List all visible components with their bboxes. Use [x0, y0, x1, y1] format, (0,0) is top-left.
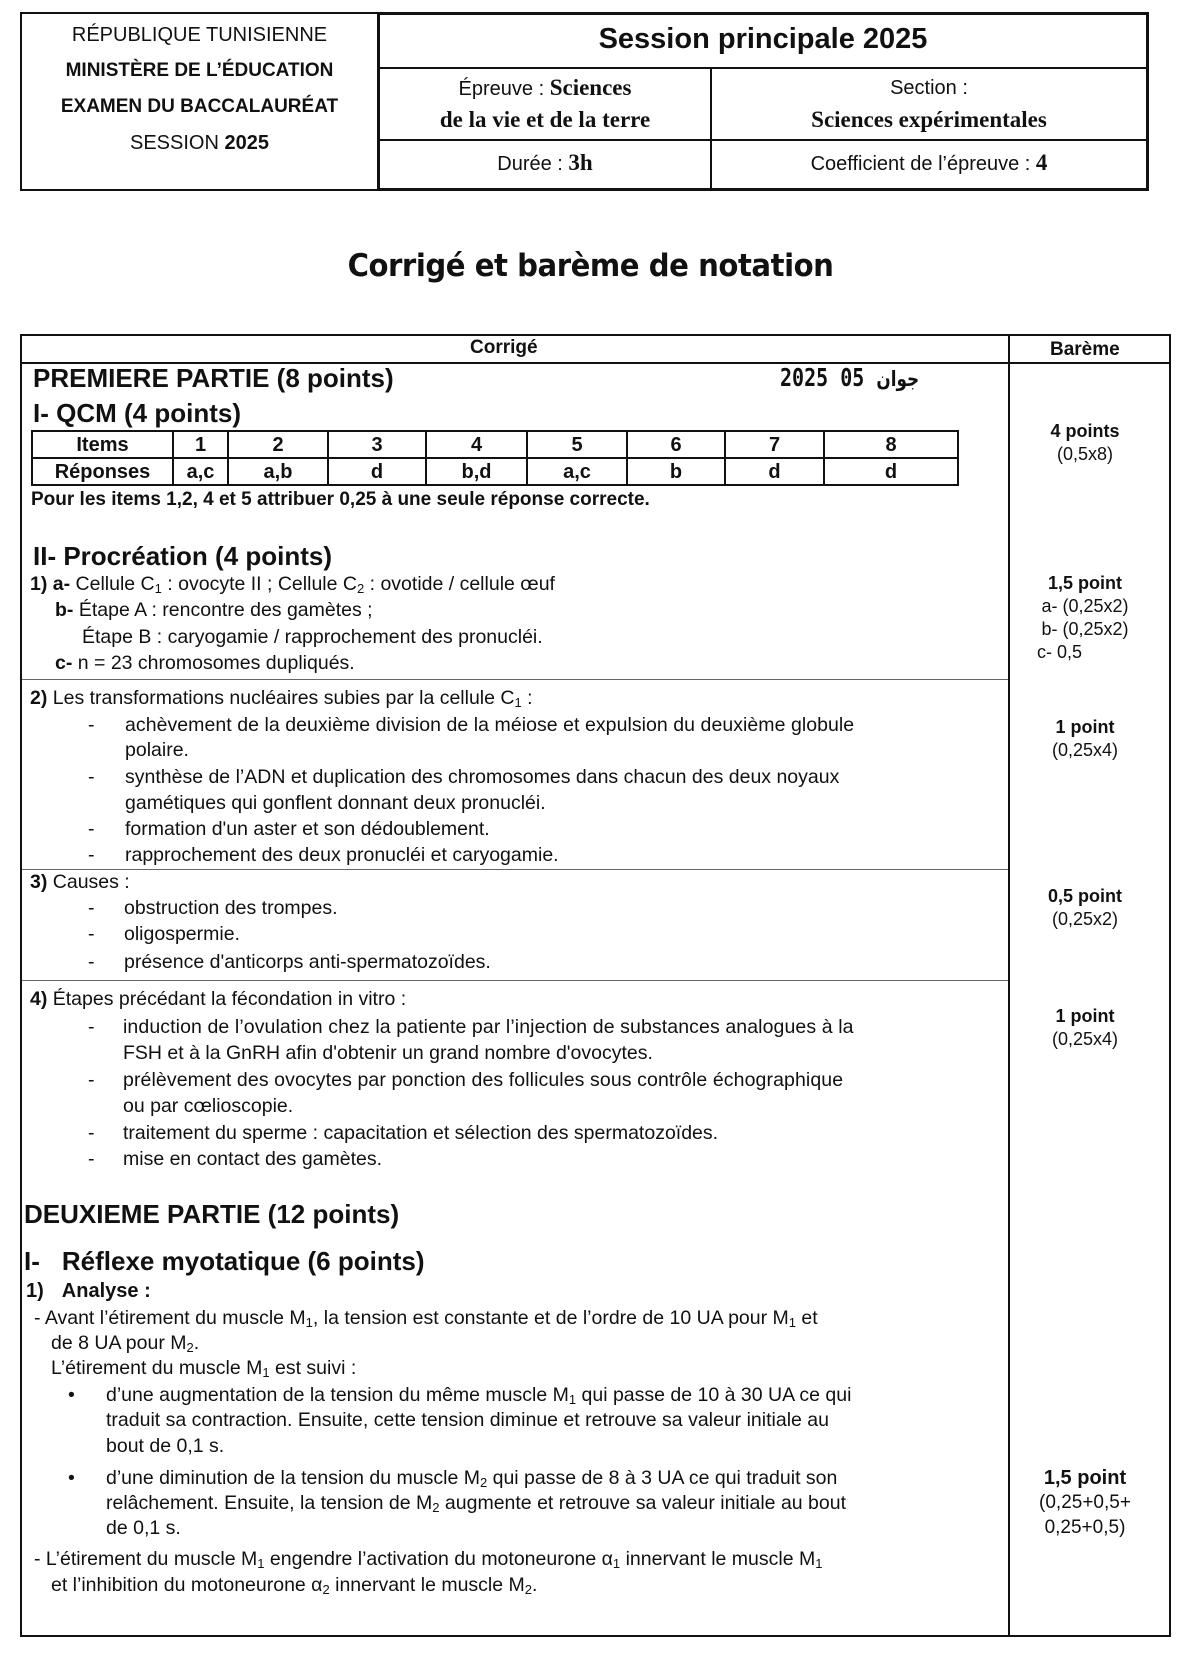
qcm-response-cell: d: [884, 461, 898, 483]
analyse-text-line: [106, 1386, 851, 1406]
analyse-text: d’une diminution de la tension du muscle M: [106, 1467, 480, 1489]
part2-title: DEUXIEME PARTIE (12 points): [24, 1199, 400, 1229]
q3-bareme: [1010, 885, 1160, 932]
subscript: 1: [612, 1556, 621, 1571]
q1-bareme: [1010, 572, 1160, 664]
qcm-response-cell: d: [329, 459, 427, 486]
subscript: 1: [262, 1365, 270, 1380]
analyse-text-line: [51, 1359, 356, 1379]
epreuve-subject-line1: Sciences: [549, 75, 632, 100]
subscript: 2: [186, 1340, 194, 1355]
qcm-note: Pour les items 1,2, 4 et 5 attribuer 0,25 à une seule réponse correcte.: [31, 489, 650, 510]
divider: [22, 980, 1008, 981]
q4-item: FSH et à la GnRH afin d'obtenir un grand nombre d'ovocytes.: [123, 1042, 653, 1064]
bareme-points: 4 points: [1050, 421, 1120, 441]
dash: -: [88, 1122, 95, 1144]
analyse-text: , la tension est constante et de l’ordre de 10 UA pour M: [312, 1307, 789, 1329]
bullet: •: [68, 1384, 75, 1406]
q1a-letter: a-: [52, 573, 71, 595]
ministry-name: MINISTÈRE DE L’ÉDUCATION: [65, 60, 334, 81]
qcm-responses-row: [33, 459, 957, 486]
q1c-line: [55, 654, 355, 674]
bareme-points: 1,5 point: [1043, 1467, 1127, 1489]
subscript: 1: [305, 1315, 313, 1330]
coef-cell: [712, 150, 1146, 176]
column-header-corrige: Corrigé: [470, 337, 538, 358]
q1a-text: Cellule C: [70, 573, 155, 595]
q2-text: Les transformations nucléaires subies par la cellule C: [47, 687, 515, 709]
q2-item: formation d'un aster et son dédoublement.: [125, 818, 490, 840]
analyse-text-line: de 0,1 s.: [106, 1517, 181, 1539]
bareme-points: 1 point: [1055, 1006, 1115, 1026]
session-year: 2025: [224, 132, 269, 154]
bareme-detail: (0,25x2): [1051, 909, 1119, 930]
analyse-text: et l’inhibition du motoneurone α: [51, 1574, 323, 1596]
part1-title: PREMIERE PARTIE (8 points): [33, 363, 394, 393]
analyse-number: 1): [26, 1280, 44, 1302]
analyse-text: L’étirement du muscle M: [51, 1357, 263, 1379]
header-left-box: [20, 12, 379, 191]
dash: -: [88, 1016, 95, 1038]
q2-item: polaire.: [125, 739, 189, 761]
q4-item: mise en contact des gamètes.: [123, 1148, 383, 1170]
bareme-detail: b- (0,25x2): [1041, 619, 1129, 640]
subscript: 1: [154, 581, 162, 596]
dash: -: [88, 1069, 95, 1091]
session-label: SESSION: [130, 132, 225, 154]
analyse-text-line: [34, 1550, 822, 1570]
subscript: 1: [514, 695, 522, 710]
q4-item: induction de l’ovulation chez la patiente par l’injection de substances analogues à la: [123, 1016, 854, 1038]
bareme-detail: (0,25x4): [1051, 740, 1119, 761]
analyse-text: d’une augmentation de la tension du même muscle M: [106, 1384, 569, 1406]
analyse-text: innervant le muscle M: [620, 1548, 816, 1570]
duree-value: 3h: [568, 150, 593, 175]
divider: [22, 679, 1008, 680]
q1b-line: [55, 601, 373, 621]
analyse-text: relâchement. Ensuite, la tension de M: [106, 1492, 433, 1514]
q1b-text: Étape A : rencontre des gamètes ;: [73, 599, 373, 621]
page-title: Corrigé et barème de notation: [347, 248, 834, 284]
qcm-response-cell: a,b: [229, 459, 329, 486]
analyse-text-line: [51, 1576, 537, 1596]
bareme-points: 1,5 point: [1047, 573, 1122, 593]
qcm-bareme: [1010, 420, 1160, 467]
q3-item: obstruction des trompes.: [124, 897, 338, 919]
qcm-title: I- QCM (4 points): [33, 398, 241, 428]
dash: -: [88, 1148, 95, 1170]
subscript: 1: [257, 1556, 265, 1571]
bareme-points: 1 point: [1055, 717, 1115, 737]
qcm-item-cell: 3: [329, 432, 427, 459]
epreuve-subject-line2: de la vie et de la terre: [439, 107, 651, 132]
analyse-text: - L’étirement du muscle M: [34, 1548, 258, 1570]
q1a-text: : ovotide / cellule œuf: [364, 573, 555, 595]
q1b-letter: b-: [55, 599, 74, 621]
q4-text: Étapes précédant la fécondation in vitro :: [47, 988, 407, 1010]
analyse-text-line: traduit sa contraction. Ensuite, cette tension diminue et retrouve sa valeur initiale au: [106, 1409, 829, 1431]
qcm-item-cell: 7: [726, 432, 825, 459]
analyse-bareme: [1010, 1465, 1160, 1540]
session-main-title: Session principale 2025: [598, 23, 928, 55]
bareme-detail: a- (0,25x2): [1041, 596, 1129, 617]
q4-item: ou par cœlioscopie.: [123, 1095, 294, 1117]
qcm-item-cell: 8: [885, 434, 897, 456]
analyse-text: et: [796, 1307, 818, 1329]
bareme-detail: (0,25+0,5+: [1039, 1492, 1131, 1513]
qcm-item-cell: 5: [528, 432, 628, 459]
q2-item: synthèse de l’ADN et duplication des chromosomes dans chacun des deux noyaux: [125, 766, 840, 788]
duree-label: Durée :: [497, 153, 569, 175]
dash: -: [88, 951, 95, 973]
analyse-text-line: [34, 1309, 818, 1329]
reflex-number: I-: [24, 1246, 40, 1276]
subscript: 2: [356, 581, 365, 596]
analyse-text: est suivi :: [269, 1357, 357, 1379]
qcm-item-cell: 1: [174, 432, 229, 459]
analyse-text: innervant le muscle M: [329, 1574, 525, 1596]
qcm-response-cell: b: [628, 459, 726, 486]
section-label: Section :: [890, 77, 968, 99]
qcm-response-cell: d: [726, 459, 825, 486]
qcm-items-label: Items: [33, 432, 174, 459]
stamp-day: 05: [840, 363, 865, 392]
qcm-response-cell: a,c: [528, 459, 628, 486]
dash: -: [88, 844, 95, 866]
analyse-text: .: [193, 1332, 200, 1354]
q1-number: 1): [30, 573, 48, 595]
reflex-title-line: [24, 1248, 425, 1274]
header-right-box: [377, 12, 1149, 191]
epreuve-cell: [380, 75, 710, 101]
dash: -: [88, 766, 95, 788]
analyse-line: [26, 1281, 151, 1301]
divider: [22, 869, 1008, 870]
q4-item: prélèvement des ovocytes par ponction des follicules sous contrôle échographique: [123, 1069, 844, 1091]
q2-item: gamétiques qui gonflent donnant deux pronucléi.: [125, 792, 546, 814]
column-header-bareme: Barème: [1050, 339, 1120, 360]
subscript: 2: [432, 1500, 440, 1515]
qcm-responses-label: Réponses: [33, 459, 174, 486]
date-stamp: [780, 365, 919, 390]
analyse-title: Analyse :: [61, 1280, 151, 1302]
analyse-text-line: [106, 1494, 846, 1514]
dash: -: [88, 897, 95, 919]
bullet: •: [68, 1467, 75, 1489]
dash: -: [88, 714, 95, 736]
analyse-text: augmente et retrouve sa valeur initiale au bout: [439, 1492, 847, 1514]
subscript: 2: [479, 1475, 488, 1490]
qcm-item-cell: 4: [427, 432, 528, 459]
duree-cell: [380, 150, 710, 176]
q1a-line: [30, 575, 555, 595]
qcm-item-cell: 2: [229, 432, 329, 459]
q2-item: achèvement de la deuxième division de la méiose et expulsion du deuxième globule: [125, 714, 855, 736]
q1a-text: : ovocyte II ; Cellule C: [161, 573, 357, 595]
qcm-item-cell: 6: [628, 432, 726, 459]
subscript: 1: [815, 1556, 823, 1571]
session-line: [22, 132, 377, 155]
qcm-items-row: [33, 432, 957, 459]
subscript: 1: [568, 1392, 577, 1407]
dash: -: [88, 923, 95, 945]
subscript: 1: [788, 1315, 797, 1330]
analyse-text: engendre l’activation du motoneurone α: [264, 1548, 613, 1570]
section-value: Sciences expérimentales: [811, 107, 1047, 132]
exam-name-text: EXAMEN DU BACCALAURÉAT: [60, 96, 339, 117]
q3-line: [30, 873, 130, 893]
dash: -: [88, 818, 95, 840]
analyse-text: qui passe de 8 à 3 UA ce qui traduit son: [487, 1467, 838, 1489]
coef-label: Coefficient de l’épreuve :: [810, 153, 1036, 175]
subscript: 2: [322, 1582, 330, 1597]
q1c-letter: c-: [55, 652, 73, 674]
bareme-detail: c- 0,5: [1037, 642, 1083, 663]
q1b-line2: Étape B : caryogamie / rapprochement des pronucléi.: [82, 626, 543, 648]
stamp-month: جوان: [876, 367, 920, 391]
q3-text: Causes :: [47, 871, 130, 893]
exam-name: [22, 96, 377, 118]
q2-line: [30, 689, 533, 709]
reflex-title: Réflexe myotatique (6 points): [61, 1246, 425, 1276]
q3-number: 3): [30, 871, 48, 893]
qcm-response-cell: b,d: [427, 459, 528, 486]
bareme-detail: (0,25x4): [1051, 1029, 1119, 1050]
q4-item: traitement du sperme : capacitation et sélection des spermatozoïdes.: [123, 1122, 719, 1144]
country-name: RÉPUBLIQUE TUNISIENNE: [71, 24, 328, 46]
coef-value: 4: [1035, 150, 1048, 175]
procreation-title: II- Procréation (4 points): [33, 541, 333, 571]
q4-bareme: [1010, 1005, 1160, 1052]
qcm-table: [31, 430, 959, 486]
qcm-response-cell: a,c: [174, 459, 229, 486]
analyse-text: - Avant l’étirement du muscle M: [34, 1307, 306, 1329]
epreuve-label: Épreuve :: [458, 78, 550, 100]
q2-item: rapprochement des deux pronucléi et caryogamie.: [125, 844, 559, 866]
analyse-text-line: [106, 1469, 837, 1489]
bareme-points: 0,5 point: [1047, 886, 1122, 906]
bareme-detail: (0,5x8): [1056, 444, 1114, 465]
q3-item: présence d'anticorps anti-spermatozoïdes.: [124, 951, 491, 973]
q4-line: [30, 990, 406, 1010]
subscript: 2: [524, 1582, 532, 1597]
q2-text: :: [521, 687, 533, 709]
bareme-detail: 0,25+0,5): [1044, 1516, 1126, 1538]
stamp-year: 2025: [780, 363, 829, 392]
q4-number: 4): [30, 988, 48, 1010]
analyse-text: de 8 UA pour M: [51, 1332, 187, 1354]
analyse-text: .: [532, 1574, 538, 1596]
q1c-text: n = 23 chromosomes dupliqués.: [72, 652, 355, 674]
analyse-text-line: [51, 1334, 199, 1354]
analyse-text-line: bout de 0,1 s.: [106, 1435, 225, 1457]
analyse-text: qui passe de 10 à 30 UA ce qui: [576, 1384, 852, 1406]
q3-item: oligospermie.: [124, 923, 240, 945]
q2-bareme: [1010, 716, 1160, 763]
q2-number: 2): [30, 687, 48, 709]
